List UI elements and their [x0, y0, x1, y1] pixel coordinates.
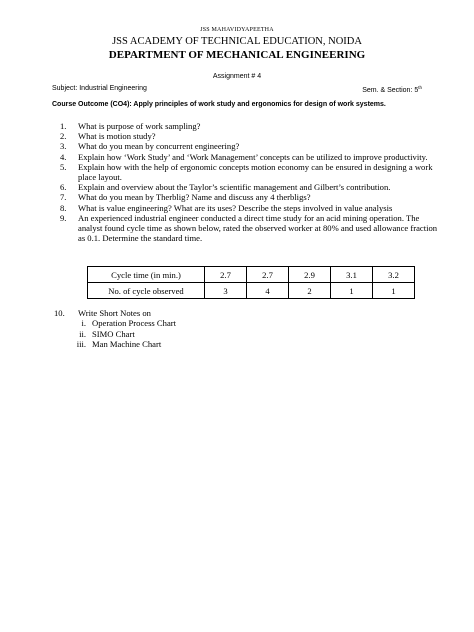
short-note-text: Operation Process Chart [92, 318, 177, 329]
table-cell: 2 [289, 283, 331, 299]
question-number: 3. [60, 141, 67, 152]
table-header-cell: Cycle time (in min.) [88, 267, 205, 283]
question-text: An experienced industrial engineer conducted a direct time study for an acid mining operation. The analyst found cycle time as shown below, rated the observed worker at 80% and used allowance fraction as 0.1. Determine the standard time. [78, 212, 438, 244]
short-note-text: Man Machine Chart [92, 339, 162, 350]
table-cell: 4 [247, 283, 289, 299]
question-list [52, 121, 438, 243]
question-item [52, 182, 438, 192]
question-text: What do you mean by concurrent engineering? [78, 141, 240, 152]
short-notes-question [52, 308, 432, 350]
question-text: What is motion study? [78, 131, 156, 142]
table-row [88, 267, 415, 283]
question-item [52, 213, 438, 244]
question-item [52, 141, 438, 151]
question-item [52, 131, 438, 141]
table-cell: 3.2 [373, 267, 415, 283]
table-cell: 2.7 [247, 267, 289, 283]
academy-name: JSS ACADEMY OF TECHNICAL EDUCATION, NOIDA [112, 36, 362, 47]
table-cell: 3.1 [331, 267, 373, 283]
roman-numeral: ii. [79, 328, 86, 339]
sem-section [362, 85, 422, 94]
question-item [52, 308, 432, 318]
department-name: DEPARTMENT OF MECHANICAL ENGINEERING [108, 49, 366, 61]
subject-row [52, 85, 422, 92]
table-cell: 3 [205, 283, 247, 299]
sem-section-sup: th [418, 85, 422, 90]
subject-label: Subject: Industrial Engineering [52, 85, 147, 92]
short-note-item [52, 318, 432, 328]
short-note-item [52, 339, 432, 349]
question-item [52, 121, 438, 131]
question-item [52, 203, 438, 213]
question-number: 4. [60, 151, 67, 162]
table-cell: 1 [331, 283, 373, 299]
question-text: What is purpose of work sampling? [78, 121, 201, 131]
sem-section-text: Sem. & Section: 5 [362, 87, 419, 94]
question-item [52, 192, 438, 202]
question-number: 2. [60, 131, 67, 142]
question-item [52, 152, 438, 162]
question-text: What do you mean by Therblig? Name and discuss any 4 therbligs? [78, 192, 311, 203]
table-header-cell: No. of cycle observed [88, 283, 205, 299]
question-text: Explain and overview about the Taylor’s scientific management and Gilbert’s contribution. [78, 182, 391, 193]
question-number: 5. [60, 161, 67, 172]
assignment-title: Assignment # 4 [212, 73, 262, 80]
table-cell: 1 [373, 283, 415, 299]
short-note-item [52, 329, 432, 339]
question-number: 8. [60, 202, 67, 213]
roman-numeral: i. [81, 318, 86, 329]
question-number: 9. [60, 212, 67, 223]
question-item [52, 162, 438, 182]
org-name: JSS MAHAVIDYAPEETHA [200, 27, 274, 33]
question-text: Explain how ‘Work Study’ and ‘Work Management’ concepts can be utilized to improve productivity. [78, 151, 428, 162]
question-number: 10. [54, 308, 65, 318]
table-cell: 2.9 [289, 267, 331, 283]
question-text: What is value engineering? What are its uses? Describe the steps involved in value analysis [78, 202, 393, 213]
cycle-time-table [87, 266, 415, 299]
question-number: 7. [60, 192, 67, 203]
table-row [88, 283, 415, 299]
course-outcome: Course Outcome (CO4): Apply principles of work study and ergonomics for design of work systems. [52, 101, 386, 108]
question-number: 6. [60, 182, 67, 193]
question-text: Write Short Notes on [78, 308, 151, 318]
question-number: 1. [60, 121, 67, 131]
table-cell: 2.7 [205, 267, 247, 283]
short-note-text: SIMO Chart [92, 328, 135, 339]
question-text: Explain how with the help of ergonomic concepts motion economy can be ensured in designing a work place layout. [78, 161, 433, 183]
roman-numeral: iii. [76, 339, 86, 350]
